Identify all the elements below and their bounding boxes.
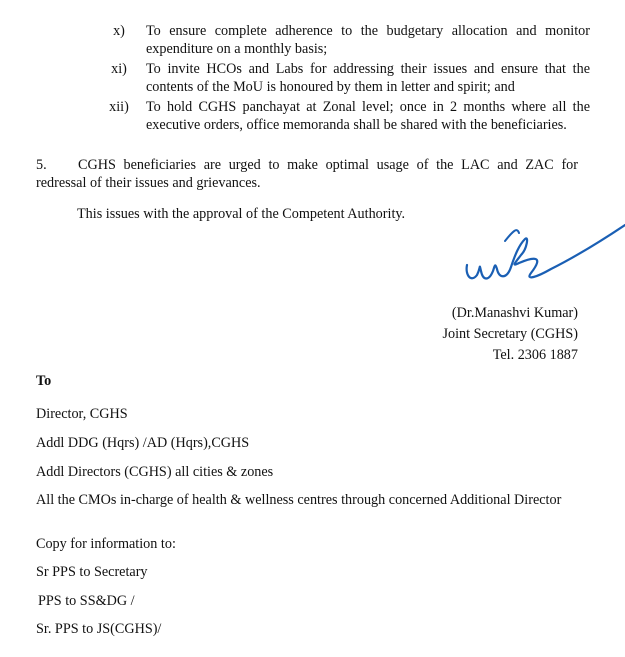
recipient-line: Director, CGHS [36,406,128,422]
to-heading: To [36,373,52,389]
signatory-name: (Dr.Manashvi Kumar) [451,305,578,321]
signatory-tel: Tel. 2306 1887 [492,347,578,363]
list-item-text: To hold CGHS panchayat at Zonal level; once in 2 months where all the executive orders, office memoranda shall be shared with the beneficiaries. [146,99,590,133]
list-item-number: x) [113,23,125,39]
list-item-text: To invite HCOs and Labs for addressing their issues and ensure that the contents of the MoU is honoured by them in letter and spirit; and [146,61,590,95]
copy-heading: Copy for information to: [36,536,176,552]
list-item-text: To ensure complete adherence to the budgetary allocation and monitor expenditure on a monthly basis; [146,23,590,57]
paragraph-text: CGHS beneficiaries are urged to make optimal usage of the LAC and ZAC for redressal of their issues and grievances. [36,157,578,191]
recipient-line: Addl Directors (CGHS) all cities & zones [36,464,274,480]
copy-line: Sr PPS to Secretary [36,564,148,580]
signatory-block [442,303,578,366]
paragraph-number: 5. [36,157,47,173]
copy-line: PPS to SS&DG / [38,593,135,609]
signature-image [455,205,625,290]
recipient-line: Addl DDG (Hqrs) /AD (Hqrs),CGHS [36,435,250,451]
recipient-line: All the CMOs in-charge of health & wellness centres through concerned Additional Director [36,492,562,508]
list-item-number: xi) [111,61,127,77]
approval-note: This issues with the approval of the Competent Authority. [77,206,406,222]
paragraph-5 [36,156,578,192]
copy-line: Sr. PPS to JS(CGHS)/ [36,621,162,637]
signatory-designation: Joint Secretary (CGHS) [442,326,578,342]
list-item-number: xii) [109,99,129,115]
